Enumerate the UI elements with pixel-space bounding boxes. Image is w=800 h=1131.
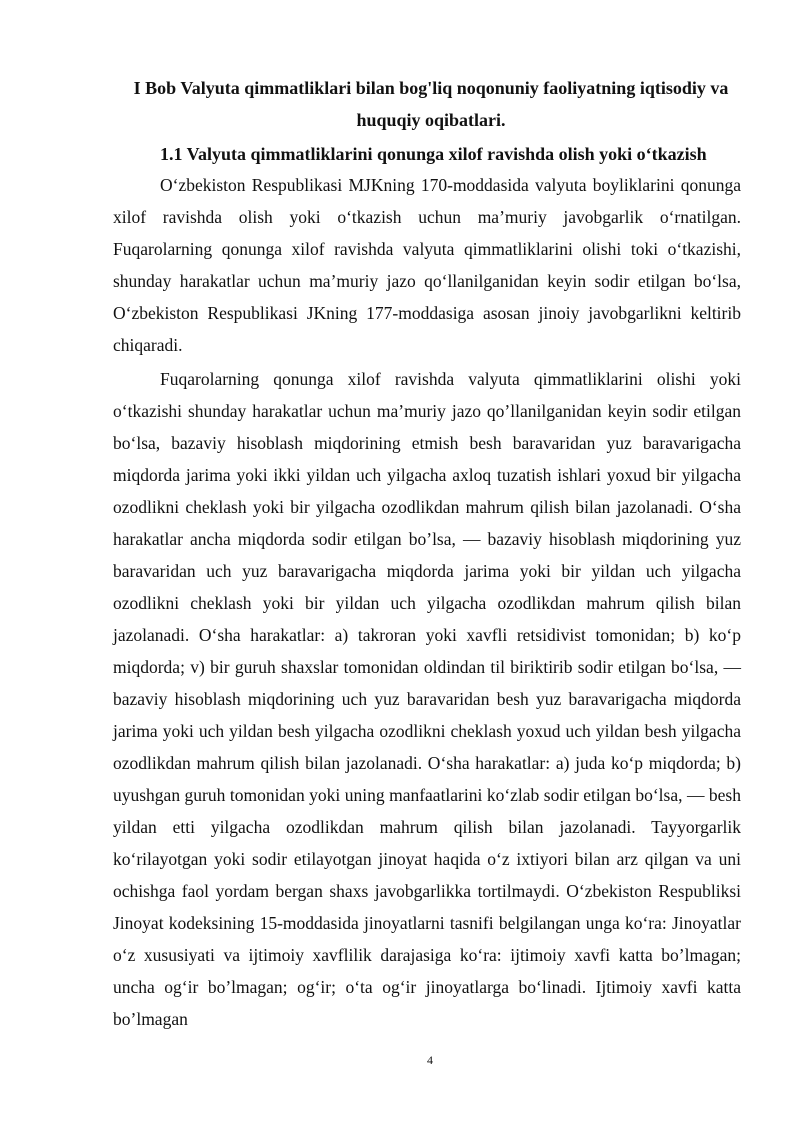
section-title: 1.1 Valyuta qimmatliklarini qonunga xilof ravishda olish yoki o‘tkazish [160,144,707,164]
body-paragraph: O‘zbekiston Respublikasi MJKning 170-moddasida valyuta boyliklarini qonunga xilof ravishda olish yoki o‘tkazish uchun ma’muriy javobgarlik o‘rnatilgan. Fuqarolarning qonunga xilof ravishda valyuta qimmatliklarini olishi toki o‘tkazishi, shunday harakatlar uchun ma’muriy jazo qo‘llanilganidan keyin sodir etilgan bo‘lsa, O‘zbekiston Respublikasi JKning 177-moddasiga asosan jinoiy javobgarlikni keltirib chiqaradi. [113,175,741,355]
page-number: 4 [427,1053,433,1067]
body-paragraph: Fuqarolarning qonunga xilof ravishda valyuta qimmatliklarini olishi yoki o‘tkazishi shunday harakatlar uchun ma’muriy jazo qo’llanilganidan keyin sodir etilgan bo‘lsa, bazaviy hisoblash miqdorining etmish besh baravaridan yuz baravarigacha miqdorda jarima yoki ikki yildan uch yilgacha axloq tuzatish ishlari yoxud bir yilgacha ozodlikni cheklash yoki bir yilgacha ozodlikdan mahrum qilish bilan jazolanadi. O‘sha harakatlar ancha miqdorda sodir etilgan bo’lsa, — bazaviy hisoblash miqdorining yuz baravaridan uch yuz baravarigacha miqdorda jarima yoki bir yildan uch yilgacha ozodlikni cheklash yoki bir yildan uch yilgacha ozodlikdan mahrum qilish bilan jazolanadi. O‘sha harakatlar: a) takroran yoki xavfli retsidivist tomonidan; b) ko‘p miqdorda; v) bir guruh shaxslar tomonidan oldindan til biriktirib sodir etilgan bo‘lsa, — bazaviy hisoblash miqdorining uch yuz baravaridan besh yuz baravarigacha miqdorda jarima yoki uch yildan besh yilgacha ozodlikni cheklash yoxud uch yildan besh yilgacha ozodlikdan mahrum qilish bilan jazolanadi. O‘sha harakatlar: a) juda ko‘p miqdorda; b) uyushgan guruh tomonidan yoki uning manfaatlarini ko‘zlab sodir etilgan bo‘lsa, — besh yildan etti yilgacha ozodlikdan mahrum qilish bilan jazolanadi. Tayyorgarlik ko‘rilayotgan yoki sodir etilayotgan jinoyat haqida o‘z ixtiyori bilan arz qilgan va uni ochishga faol yordam bergan shaxs javobgarlikka tortilmaydi. O‘zbekiston Respubliksi Jinoyat kodeksining 15-moddasida jinoyatlarni tasnifi belgilangan unga ko‘ra: Jinoyatlar o‘z xususiyati va ijtimoiy xavflilik darajasiga ko‘ra: ijtimoiy xavfi katta bo’lmagan; uncha og‘ir bo’lmagan; og‘ir; o‘ta og‘ir jinoyatlarga bo‘linadi. Ijtimoiy xavfi katta bo’lmagan [113,369,741,1029]
chapter-title: I Bob Valyuta qimmatliklari bilan bog'liq noqonuniy faoliyatning iqtisodiy va huquqiy oqibatlari. [133,78,729,130]
